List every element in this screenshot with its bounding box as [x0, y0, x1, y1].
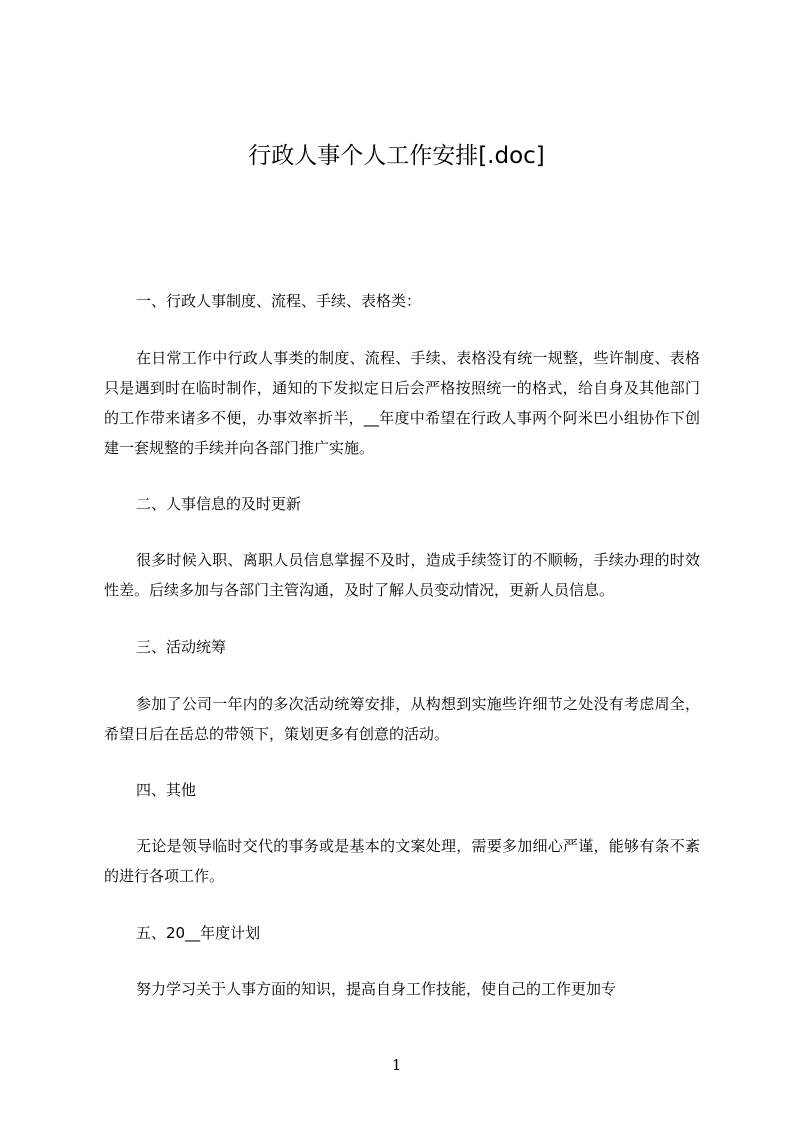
document-title: 行政人事个人工作安排[.doc]	[248, 143, 545, 169]
section-heading-1: 一、行政人事制度、流程、手续、表格类：	[136, 292, 422, 310]
section-paragraph-4: 无论是领导临时交代的事务或是基本的文案处理，需要多加细心严谨，能够有条不紊的进行各项工作。	[104, 837, 700, 885]
section-heading-4: 四、其他	[136, 781, 197, 799]
section-paragraph-2: 很多时候入职、离职人员信息掌握不及时，造成手续签订的不顺畅，手续办理的时效性差。后续多加与各部门主管沟通，及时了解人员变动情况，更新人员信息。	[104, 551, 700, 599]
page-number: 1	[391, 1056, 402, 1074]
section-paragraph-1: 在日常工作中行政人事类的制度、流程、手续、表格没有统一规整，些许制度、表格只是遇到时在临时制作，通知的下发拟定日后会严格按照统一的格式，给自身及其他部门的工作带来诸多不便，办事效率折半，__年度中希望在行政人事两个阿米巴小组协作下创建一套规整的手续并向各部门推广实施。	[104, 349, 700, 457]
section-paragraph-5: 努力学习关于人事方面的知识，提高自身工作技能，使自己的工作更加专	[136, 980, 617, 998]
document-body	[104, 288, 700, 1004]
section-heading-3: 三、活动统筹	[136, 638, 227, 656]
section-heading-5: 五、20__年度计划	[136, 924, 261, 942]
section-paragraph-3: 参加了公司一年内的多次活动统筹安排，从构想到实施些许细节之处没有考虑周全，希望日后在岳总的带领下，策划更多有创意的活动。	[104, 695, 700, 743]
section-heading-2: 二、人事信息的及时更新	[136, 495, 302, 513]
